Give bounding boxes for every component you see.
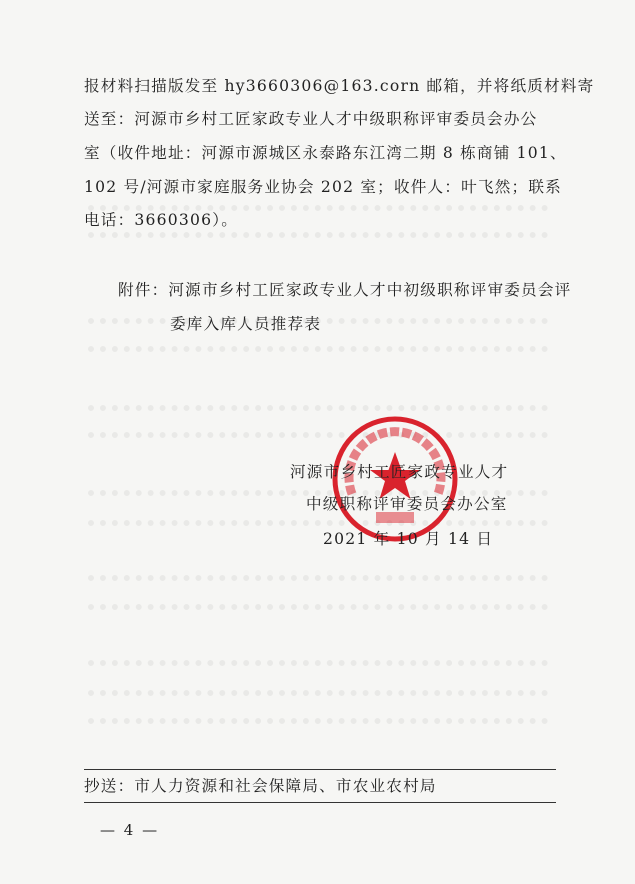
bleed-through — [88, 718, 548, 724]
bleed-through — [88, 604, 548, 610]
signature-org-line1: 河源市乡村工匠家政专业人才 — [290, 463, 509, 481]
bleed-through — [88, 346, 548, 352]
bleed-through — [88, 405, 548, 411]
page-number: — 4 — — [100, 821, 160, 839]
bleed-through — [88, 432, 548, 438]
bleed-through — [88, 520, 548, 526]
bleed-through — [88, 660, 548, 666]
attachment-line: 附件：河源市乡村工匠家政专业人才中初级职称评审委员会评 — [118, 281, 572, 299]
body-line: 室（收件地址：河源市源城区永泰路东江湾二期 8 栋商铺 101、 — [84, 144, 567, 162]
bleed-through — [88, 575, 548, 581]
cc-bottom-rule — [84, 802, 556, 803]
signature-date: 2021 年 10 月 14 日 — [323, 530, 494, 548]
signature-org-line2: 中级职称评审委员会办公室 — [306, 495, 508, 513]
bleed-through — [88, 232, 548, 238]
cc-line: 抄送：市人力资源和社会保障局、市农业农村局 — [84, 777, 437, 795]
body-line: 102 号/河源市家庭服务业协会 202 室；收件人：叶飞然；联系 — [84, 178, 562, 196]
body-line: 电话：3660306）。 — [84, 211, 239, 229]
body-line: 报材料扫描版发至 hy3660306@163.corn 邮箱，并将纸质材料寄 — [84, 77, 595, 95]
attachment-line: 委库入库人员推荐表 — [170, 315, 322, 333]
bleed-through — [88, 690, 548, 696]
body-line: 送至：河源市乡村工匠家政专业人才中级职称评审委员会办公 — [84, 110, 538, 128]
cc-top-rule — [84, 769, 556, 770]
